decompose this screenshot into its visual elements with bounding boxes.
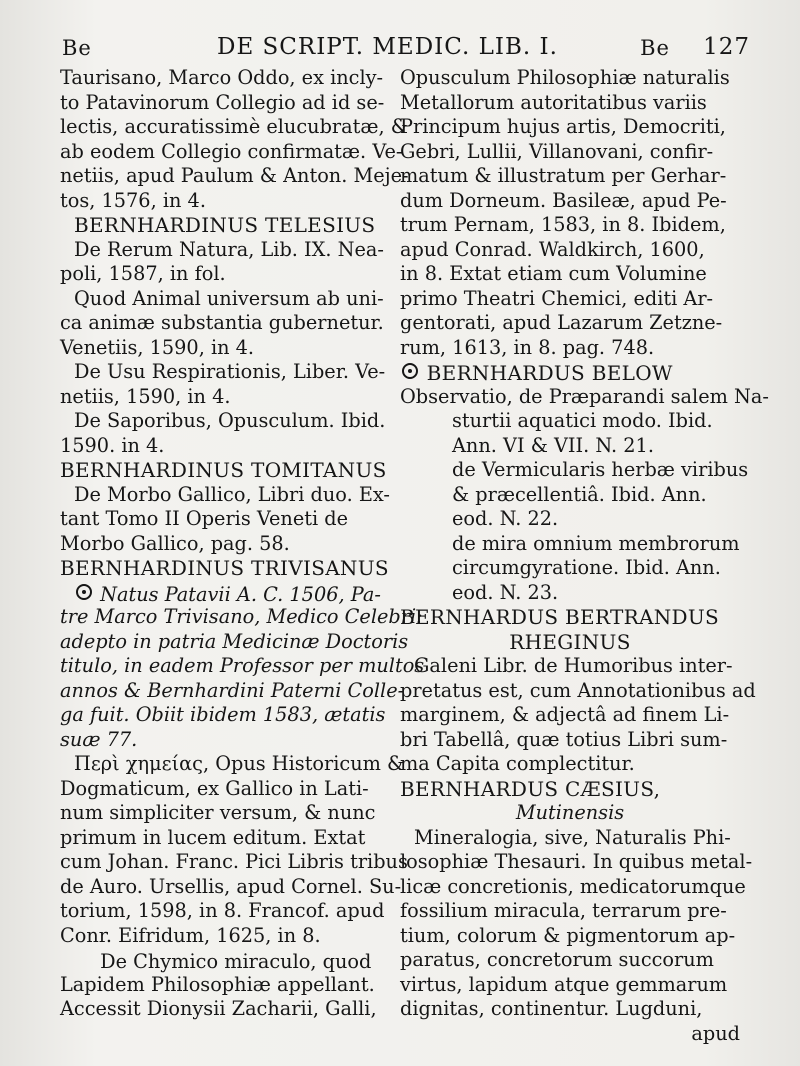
running-header <box>62 30 750 64</box>
text-line: Dogmaticum, ex Gallico in Lati- <box>60 776 369 800</box>
text-line: dum Dorneum. Basileæ, apud Pe- <box>400 188 727 212</box>
text-line: Quod Animal universum ab uni- <box>74 286 384 310</box>
text-line: tium, colorum & pigmentorum ap- <box>400 923 736 947</box>
title-text: De Chymico miraculo, quod <box>100 950 372 973</box>
text-line: Conr. Eifridum, 1625, in 8. <box>60 923 321 947</box>
text-line: Περὶ χημείας, Opus Historicum & <box>74 752 405 775</box>
right-catchword: Be <box>640 36 670 60</box>
text-line: Lapidem Philosophiæ appellant. <box>60 972 375 996</box>
text-line: Galeni Libr. de Humoribus inter- <box>414 654 733 677</box>
text-line: primo Theatri Chemici, editi Ar- <box>400 286 714 310</box>
entry-heading: BERNHARDUS CÆSIUS, <box>400 776 661 801</box>
text-line: Taurisano, Marco Oddo, ex incly- <box>60 66 384 89</box>
entry-heading: BERNHARDINUS TELESIUS <box>74 213 376 237</box>
text-line: Morbo Gallico, pag. 58. <box>60 531 290 555</box>
text-line: torium, 1598, in 8. Francof. apud <box>60 899 385 922</box>
text-line: eod. N. 22. <box>452 507 559 530</box>
text-line: 1590. in 4. <box>60 433 165 457</box>
text-line: Accessit Dionysii Zacharii, Galli, <box>60 997 377 1020</box>
text-line: Ann. VI & VII. N. 21. <box>452 433 654 457</box>
right-column <box>400 66 769 1046</box>
text-line: pretatus est, cum Annotationibus ad <box>400 678 756 702</box>
text-line: trum Pernam, 1583, in 8. Ibidem, <box>400 213 726 236</box>
text-line: lectis, accuratissimè elucubratæ, & <box>60 115 408 138</box>
text-line: ab eodem Collegio confirmatæ. Ve- <box>60 139 403 163</box>
text-line <box>60 581 385 606</box>
catchword: apud <box>691 1021 740 1045</box>
text-line: ma Capita complectitur. <box>400 752 635 775</box>
entry-heading: BERNHARDINUS TRIVISANUS <box>60 556 389 580</box>
moon-symbol-icon <box>74 948 94 968</box>
text-line: adepto in patria Medicinæ Doctoris <box>60 629 409 653</box>
sun-symbol-icon <box>400 360 420 380</box>
entry-heading: RHEGINUS <box>509 629 631 654</box>
text-line: Venetiis, 1590, in 4. <box>60 335 255 359</box>
text-line: losophiæ Thesauri. In quibus metal- <box>400 850 753 873</box>
text-line: Opusculum Philosophiæ naturalis <box>400 66 730 89</box>
text-line <box>60 948 385 973</box>
text-line: matum & illustratum per Gerhar- <box>400 164 727 187</box>
text-line: Principum hujus artis, Democriti, <box>400 115 726 138</box>
text-line: titulo, in eadem Professor per multos <box>60 654 425 677</box>
text-line: netiis, 1590, in 4. <box>60 384 231 408</box>
left-catchword: Be <box>62 36 92 60</box>
text-line: fossilium miracula, terrarum pre- <box>400 899 727 922</box>
text-line: de mira omnium membrorum <box>452 531 740 555</box>
entry-heading: BERNHARDUS BERTRANDUS <box>400 605 719 629</box>
text-line: Observatio, de Præparandi salem Na- <box>400 384 769 408</box>
text-line: licæ concretionis, medicatorumque <box>400 874 746 898</box>
text-line: dignitas, continentur. Lugduni, <box>400 997 703 1020</box>
text-line: Mineralogia, sive, Naturalis Phi- <box>414 825 731 849</box>
text-line: tre Marco Trivisano, Medico Celebri: <box>60 605 423 628</box>
text-line: in 8. Extat etiam cum Volumine <box>400 262 707 285</box>
text-line: De Usu Respirationis, Liber. Ve- <box>74 360 386 383</box>
text-line: eod. N. 23. <box>452 580 559 604</box>
entry-heading <box>400 360 740 385</box>
text-line: tos, 1576, in 4. <box>60 188 206 212</box>
text-line: De Morbo Gallico, Libri duo. Ex- <box>74 482 390 506</box>
running-title: DE SCRIPT. MEDIC. LIB. I. <box>217 34 558 60</box>
text-line: & præcellentiâ. Ibid. Ann. <box>452 482 707 506</box>
text-line: num simpliciter versum, & nunc <box>60 801 376 824</box>
text-line: suæ 77. <box>60 727 138 751</box>
text-line: ga fuit. Obiit ibidem 1583, ætatis <box>60 703 386 726</box>
text-line: marginem, & adjectâ ad finem Li- <box>400 703 730 726</box>
biography-text: Natus Patavii A. C. 1506, Pa- <box>100 582 381 606</box>
entry-heading: BERNHARDINUS TOMITANUS <box>60 458 387 482</box>
text-line: rum, 1613, in 8. pag. 748. <box>400 335 655 359</box>
text-line: tant Tomo II Operis Veneti de <box>60 507 349 530</box>
text-line: de Auro. Ursellis, apud Cornel. Su- <box>60 874 402 898</box>
page-number: 127 <box>703 34 750 60</box>
heading-text: BERNHARDUS BELOW <box>426 361 673 385</box>
sun-symbol-icon <box>74 581 94 601</box>
text-line: gentorati, apud Lazarum Zetzne- <box>400 311 723 334</box>
left-column <box>60 66 425 1022</box>
text-line: sturtii aquatici modo. Ibid. <box>452 409 713 432</box>
text-line: Mutinensis <box>515 801 625 824</box>
text-line: De Rerum Natura, Lib. IX. Nea- <box>74 237 384 261</box>
text-line: Gebri, Lullii, Villanovani, confir- <box>400 139 714 163</box>
text-line: annos & Bernhardini Paterni Colle- <box>60 678 405 702</box>
text-line: poli, 1587, in fol. <box>60 262 226 285</box>
text-line: primum in lucem editum. Extat <box>60 825 366 849</box>
text-line: netiis, apud Paulum & Anton. Meje- <box>60 164 409 187</box>
text-line: Metallorum autoritatibus variis <box>400 90 707 114</box>
text-line: bri Tabellâ, quæ totius Libri sum- <box>400 727 728 751</box>
text-line: paratus, concretorum succorum <box>400 948 714 971</box>
text-line: circumgyratione. Ibid. Ann. <box>452 556 721 579</box>
text-line: cum Johan. Franc. Pici Libris tribus <box>60 850 408 873</box>
text-line: De Saporibus, Opusculum. Ibid. <box>74 409 386 432</box>
text-line: apud Conrad. Waldkirch, 1600, <box>400 237 705 261</box>
text-line: virtus, lapidum atque gemmarum <box>400 972 728 996</box>
text-line: de Vermicularis herbæ viribus <box>452 458 749 481</box>
text-line: ca animæ substantia gubernetur. <box>60 311 384 334</box>
text-line: to Patavinorum Collegio ad id se- <box>60 90 385 114</box>
